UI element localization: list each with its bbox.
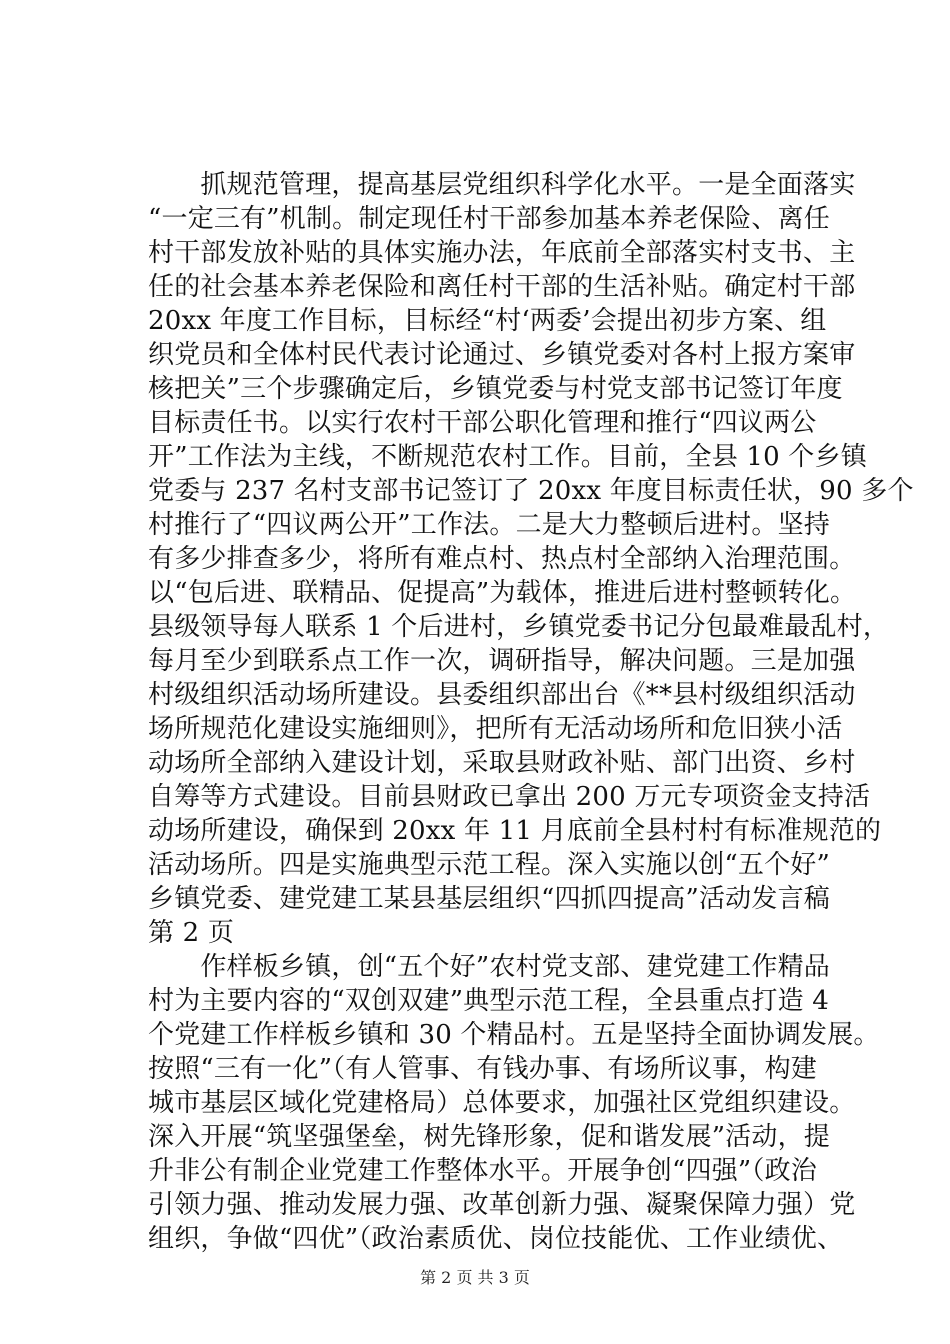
body-text (148, 168, 914, 1256)
text-line: 开”工作法为主线，不断规范农村工作。目前，全县 10 个乡镇 (148, 442, 867, 472)
text-line: 村为主要内容的“双创双建”典型示范工程，全县重点打造 4 (148, 986, 829, 1016)
text-line: 动场所建设，确保到 20xx 年 11 月底前全县村村有标准规范的 (148, 816, 882, 846)
text-line: 场所规范化建设实施细则》，把所有无活动场所和危旧狭小活 (148, 714, 843, 744)
text-line: 核把关”三个步骤确定后，乡镇党委与村党支部书记签订年度 (148, 374, 843, 404)
text-line: 村级组织活动场所建设。县委组织部出台《**县村级组织活动 (148, 680, 856, 710)
page-footer: 第 2 页 共 3 页 (420, 1268, 530, 1287)
text-line: 每月至少到联系点工作一次，调研指导，解决问题。三是加强 (148, 646, 856, 676)
text-line: 村推行了“四议两公开”工作法。二是大力整顿后进村。坚持 (148, 510, 830, 540)
text-line: 县级领导每人联系 1 个后进村，乡镇党委书记分包最难最乱村， (148, 612, 890, 642)
text-line: 乡镇党委、建党建工某县基层组织“四抓四提高”活动发言稿 (148, 884, 830, 914)
text-line: 目标责任书。以实行农村干部公职化管理和推行“四议两公 (148, 408, 817, 438)
text-line: 升非公有制企业党建工作整体水平。开展争创“四强”（政治 (148, 1156, 817, 1186)
text-line: 抓规范管理，提高基层党组织科学化水平。一是全面落实 (148, 170, 856, 200)
text-line: 作样板乡镇，创“五个好”农村党支部、建党建工作精品 (148, 952, 830, 982)
text-line: 组织，争做“四优”（政治素质优、岗位技能优、工作业绩优、 (148, 1224, 844, 1254)
text-line: 自筹等方式建设。目前县财政已拿出 200 万元专项资金支持活 (148, 782, 871, 812)
text-line: 引领力强、推动发展力强、改革创新力强、凝聚保障力强）党 (148, 1190, 856, 1220)
text-line: 织党员和全体村民代表讨论通过、乡镇党委对各村上报方案审 (148, 340, 856, 370)
text-line: 深入开展“筑坚强堡垒，树先锋形象，促和谐发展”活动，提 (148, 1122, 830, 1152)
text-line: 动场所全部纳入建设计划，采取县财政补贴、部门出资、乡村 (148, 748, 856, 778)
text-line: 20xx 年度工作目标，目标经“村‘两委’会提出初步方案、组 (148, 306, 827, 336)
text-line: 任的社会基本养老保险和离任村干部的生活补贴。确定村干部 (148, 272, 856, 302)
text-line: 以“包后进、联精品、促提高”为载体，推进后进村整顿转化。 (148, 578, 857, 608)
text-line: 活动场所。四是实施典型示范工程。深入实施以创“五个好” (148, 850, 830, 880)
text-line: 党委与 237 名村支部书记签订了 20xx 年度目标责任状，90 多个 (148, 476, 914, 506)
text-line: 村干部发放补贴的具体实施办法，年底前全部落实村支书、主 (148, 238, 856, 268)
text-line: 城市基层区域化党建格局）总体要求，加强社区党组织建设。 (148, 1088, 856, 1118)
text-line: 第 2 页 (148, 918, 235, 948)
text-line: 按照“三有一化”（有人管事、有钱办事、有场所议事，构建 (148, 1054, 817, 1084)
text-line: “一定三有”机制。制定现任村干部参加基本养老保险、离任 (148, 204, 830, 234)
text-line: 个党建工作样板乡镇和 30 个精品村。五是坚持全面协调发展。 (148, 1020, 880, 1050)
text-line: 有多少排查多少，将所有难点村、热点村全部纳入治理范围。 (148, 544, 856, 574)
